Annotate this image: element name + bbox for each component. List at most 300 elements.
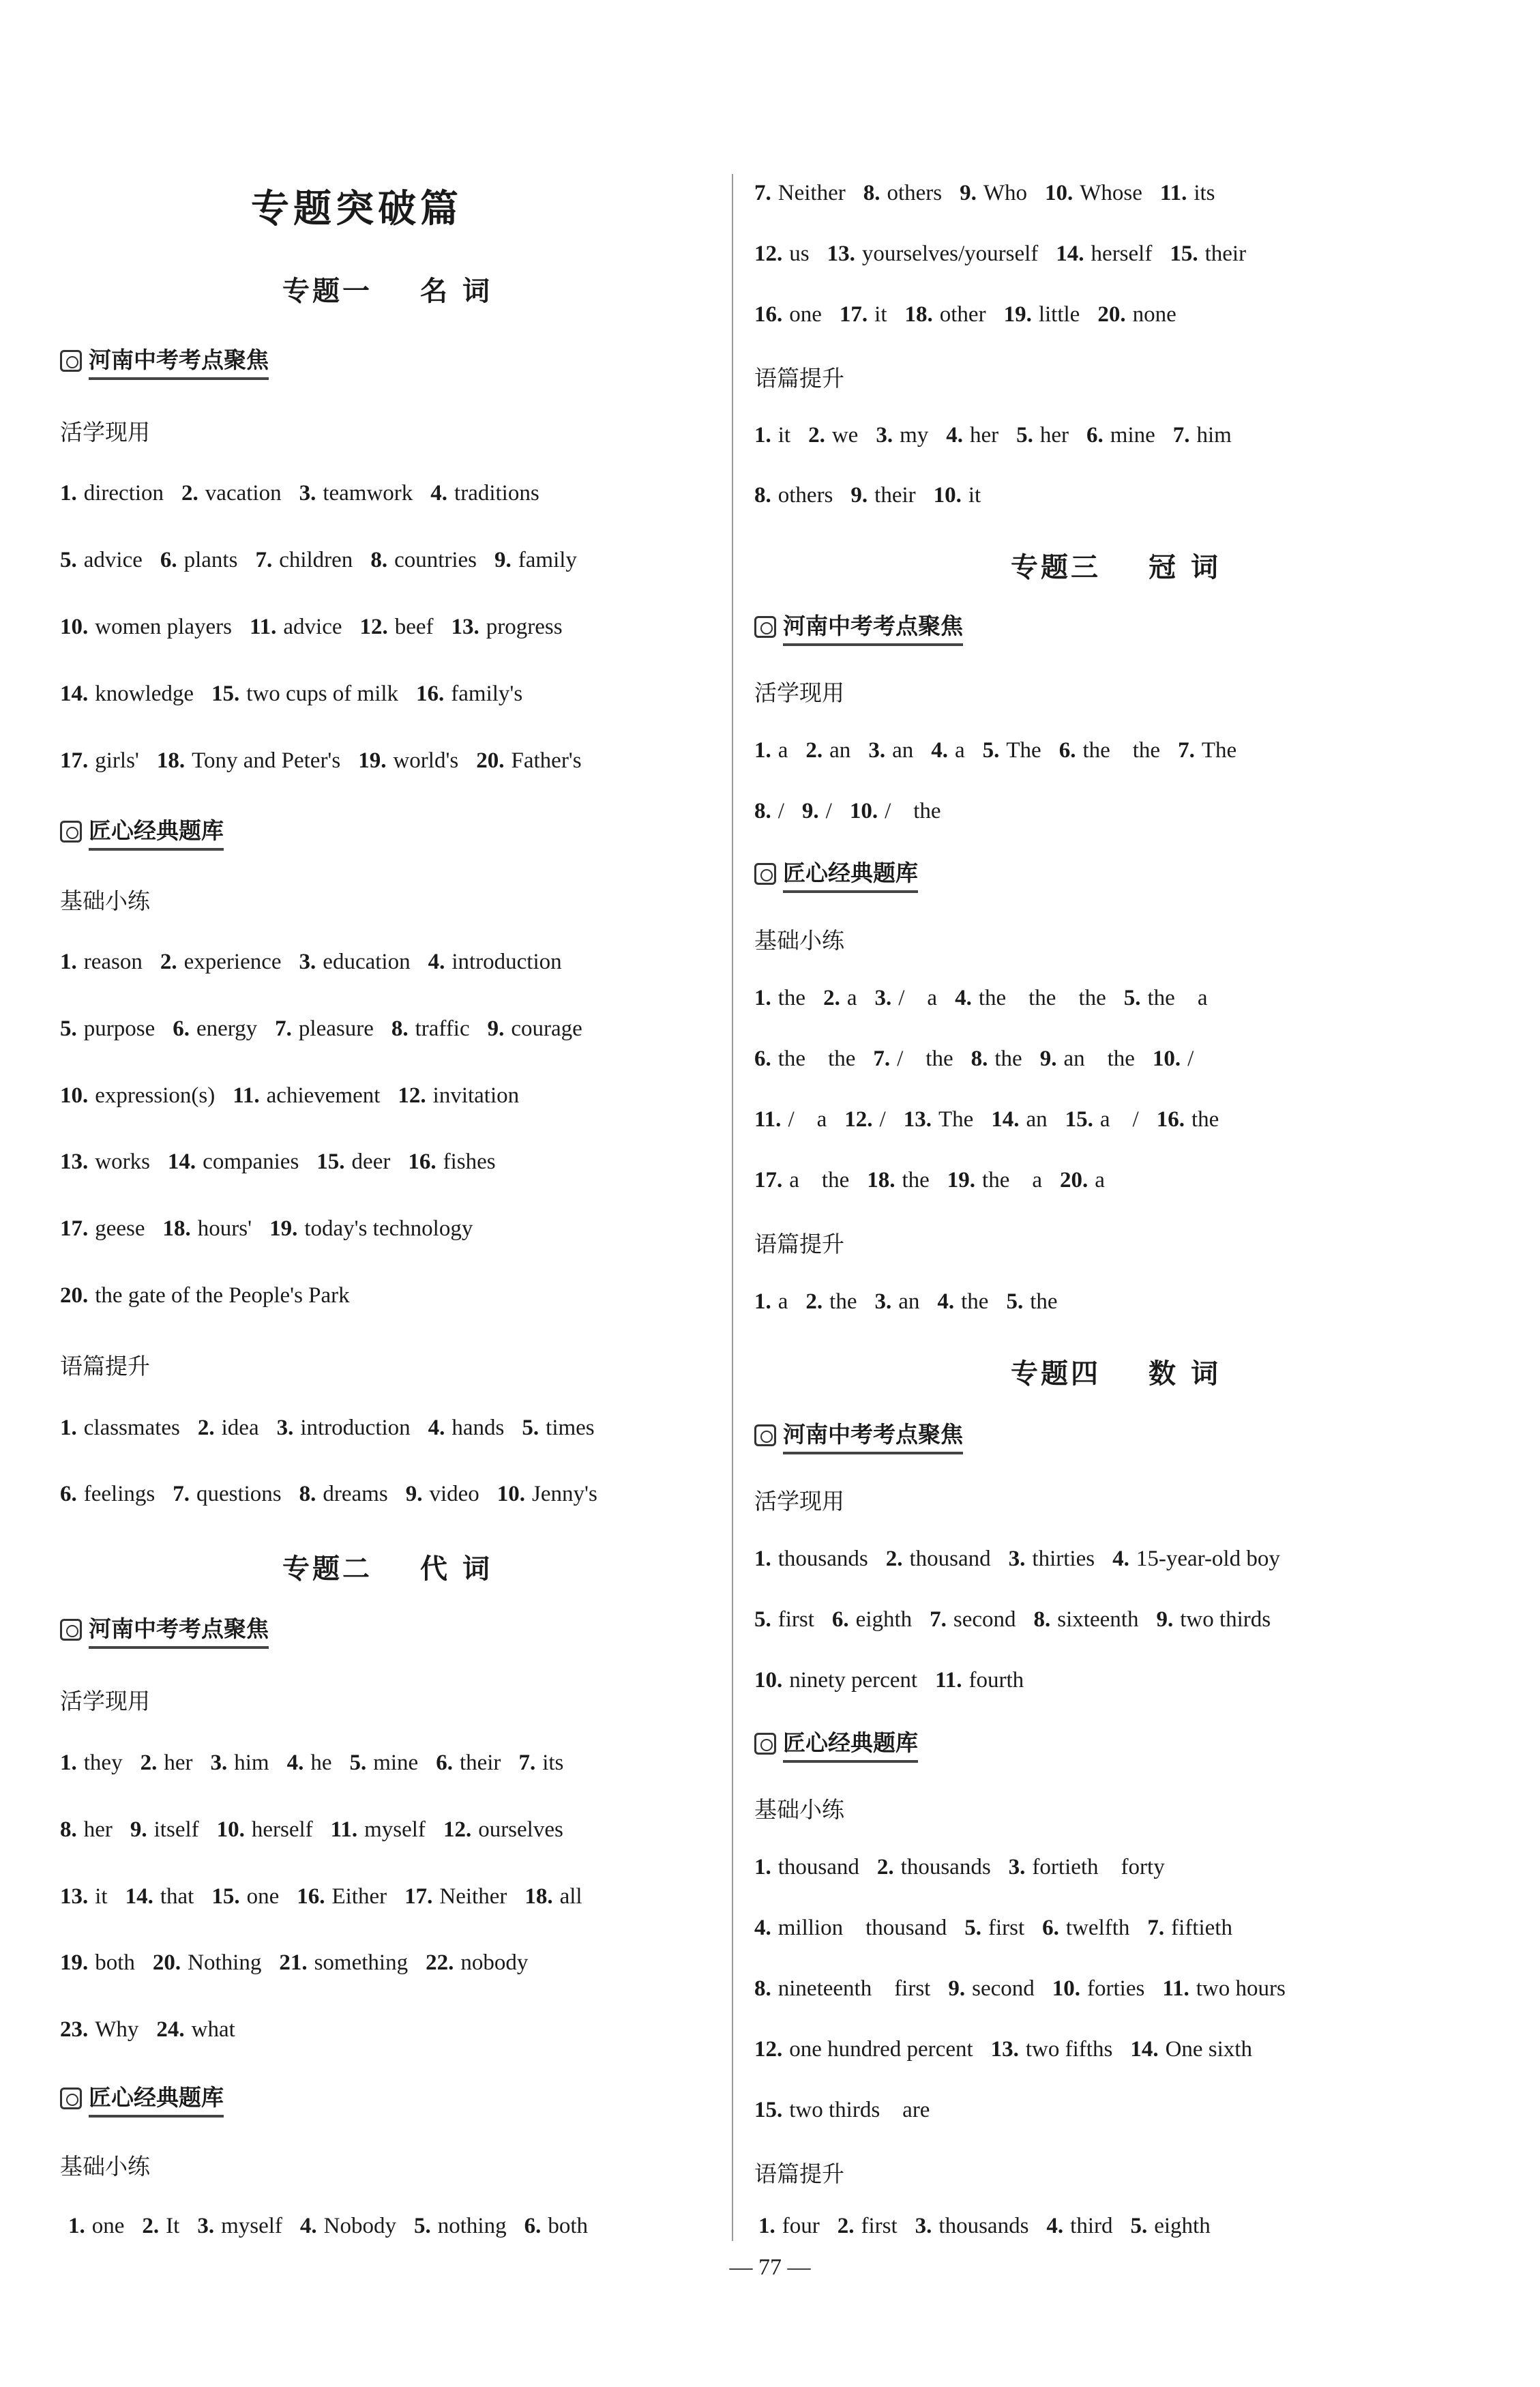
answer-item — [349, 1751, 418, 1775]
answer-item — [754, 1976, 930, 2001]
answer-text: an — [892, 738, 914, 763]
answer-number: 9. — [801, 799, 819, 823]
answer-text: an the — [1063, 1046, 1135, 1071]
section-badge-icon — [754, 863, 776, 885]
answer-text: the — [902, 1168, 930, 1192]
answer-item — [299, 481, 413, 506]
t3-basic-label: 基础小练 — [754, 927, 844, 954]
answer-item — [867, 1168, 930, 1192]
answer-number: 7. — [754, 181, 771, 205]
answer-number: 16. — [408, 1149, 436, 1174]
answer-item — [754, 1289, 788, 1314]
answer-item — [844, 1107, 885, 1132]
answer-text: knowledge — [95, 682, 194, 706]
answer-text: invitation — [432, 1083, 520, 1108]
answer-number: 2. — [837, 2214, 855, 2238]
answer-text: their — [1204, 241, 1247, 266]
answer-text: the the — [778, 1046, 856, 1071]
answer-item — [287, 1751, 332, 1775]
answer-number: 20. — [152, 1950, 181, 1975]
answer-text: one — [91, 2214, 125, 2238]
answer-item — [1157, 1107, 1219, 1132]
answer-text: nobody — [460, 1950, 529, 1975]
answer-item — [160, 950, 282, 974]
answer-text: the gate of the People's Park — [95, 1283, 350, 1308]
answer-text: works — [95, 1149, 150, 1174]
answer-text: he — [310, 1751, 332, 1775]
answer-number: 18. — [524, 1884, 553, 1909]
answer-item — [850, 799, 941, 823]
answer-number: 2. — [885, 1547, 903, 1571]
answer-item — [451, 615, 563, 639]
answer-text: It — [166, 2214, 180, 2238]
answer-text: third — [1070, 2214, 1113, 2238]
answer-item — [874, 1289, 919, 1314]
answer-number: 11. — [1162, 1976, 1189, 2001]
answer-text: energy — [196, 1016, 258, 1041]
answer-text: twelfth — [1065, 1916, 1130, 1940]
answer-item — [140, 1751, 193, 1775]
answer-item — [297, 1884, 387, 1909]
answer-text: a — [778, 738, 788, 763]
answer-text: hours' — [197, 1216, 252, 1241]
answer-line — [754, 1976, 1477, 2002]
answer-line — [754, 1289, 1477, 1315]
answer-item — [754, 1855, 859, 1879]
answer-number: 10. — [60, 615, 89, 639]
answer-number: 3. — [197, 2214, 215, 2238]
answer-text: traditions — [454, 481, 539, 506]
answer-line — [754, 1547, 1477, 1572]
answer-item — [60, 748, 139, 773]
answer-item — [991, 1107, 1047, 1132]
answer-item — [1009, 1547, 1095, 1571]
answer-item — [1173, 423, 1232, 448]
answer-text: Why — [95, 2017, 139, 2042]
answer-text: an — [898, 1289, 920, 1314]
answer-number: 6. — [1086, 423, 1104, 448]
answer-number: 9. — [960, 181, 977, 205]
answer-item — [1060, 1168, 1105, 1192]
answer-number: 4. — [1046, 2214, 1064, 2238]
answer-text: / — [879, 1107, 886, 1132]
answer-number: 1. — [60, 950, 77, 974]
answer-number: 1. — [68, 2214, 85, 2238]
answer-item — [197, 2214, 282, 2238]
answer-item — [153, 1950, 261, 1975]
t3-bank-section — [754, 858, 1477, 890]
answer-item — [60, 1016, 155, 1041]
answer-item — [754, 483, 833, 508]
answer-text: progress — [486, 615, 563, 639]
answer-item — [524, 2214, 588, 2238]
answer-item — [754, 1547, 868, 1571]
answer-line — [754, 986, 1477, 1011]
answer-number: 17. — [60, 748, 89, 773]
answer-number: 21. — [279, 1950, 308, 1975]
answer-number: 2. — [805, 1289, 823, 1314]
answer-text: fishes — [443, 1149, 496, 1174]
answer-number: 1. — [754, 1547, 771, 1571]
answer-line — [60, 1482, 715, 1507]
answer-item — [360, 615, 434, 639]
answer-item — [754, 2098, 930, 2122]
section-label: 匠心经典题库 — [783, 855, 918, 893]
answer-number: 20. — [60, 1283, 89, 1308]
answer-number: 17. — [839, 302, 868, 327]
answer-number: 2. — [160, 950, 177, 974]
answer-number: 1. — [754, 738, 771, 763]
answer-text: world's — [393, 748, 459, 773]
answer-item — [934, 483, 981, 508]
answer-text: teamwork — [323, 481, 413, 506]
answer-text: countries — [394, 548, 477, 572]
answer-text: an — [1026, 1107, 1048, 1132]
answer-line — [68, 2214, 723, 2239]
t2-bank-section — [60, 2082, 715, 2115]
answer-item — [1170, 241, 1246, 266]
answer-text: what — [191, 2017, 235, 2042]
answer-number: 15. — [1065, 1107, 1093, 1132]
answer-number: 1. — [754, 986, 771, 1010]
answer-text: purpose — [83, 1016, 156, 1041]
answer-number: 9. — [1039, 1046, 1057, 1071]
answer-number: 3. — [874, 1289, 892, 1314]
answer-line — [754, 1916, 1477, 1941]
answer-number: 1. — [758, 2214, 775, 2238]
answer-number: 10. — [1045, 181, 1073, 205]
answer-number: 6. — [173, 1016, 190, 1041]
answer-text: today's technology — [304, 1216, 473, 1241]
answer-number: 13. — [827, 241, 855, 266]
answer-item — [436, 1751, 501, 1775]
answer-text: ourselves — [478, 1817, 563, 1842]
topic-3-title: 冠 词 — [1149, 552, 1221, 583]
answer-item — [524, 1884, 582, 1909]
answer-text: reason — [83, 950, 143, 974]
answer-number: 8. — [299, 1482, 316, 1506]
answer-text: the — [994, 1046, 1022, 1071]
answer-number: 11. — [935, 1668, 962, 1693]
answer-text: my — [900, 423, 929, 448]
answer-text: her — [164, 1751, 193, 1775]
answer-line — [60, 2017, 715, 2042]
t4-bank-section — [754, 1727, 1477, 1760]
answer-text: The — [1201, 738, 1237, 763]
answer-number: 6. — [754, 1046, 771, 1071]
answer-line — [754, 2098, 1477, 2123]
t1-apply-label: 活学现用 — [60, 419, 150, 445]
answer-line — [60, 682, 715, 707]
answer-text: one — [789, 302, 822, 327]
section-label: 匠心经典题库 — [783, 1725, 918, 1763]
answer-text: him — [1196, 423, 1232, 448]
answer-item — [125, 1884, 194, 1909]
answer-item — [391, 1016, 470, 1041]
answer-number: 10. — [1052, 1976, 1080, 2001]
answer-number: 9. — [487, 1016, 505, 1041]
answer-item — [211, 682, 398, 706]
answer-item — [931, 738, 964, 763]
answer-item — [414, 2214, 507, 2238]
answer-text: two fifths — [1025, 2037, 1113, 2062]
answer-text: eighth — [1154, 2214, 1211, 2238]
answer-number: 12. — [844, 1107, 873, 1132]
section-badge-icon — [60, 821, 82, 843]
answer-item — [428, 1416, 505, 1440]
answer-item — [754, 302, 822, 327]
answer-number: 20. — [1097, 302, 1126, 327]
answer-item — [823, 986, 857, 1010]
answer-number: 11. — [754, 1107, 782, 1132]
answer-text: myself — [221, 2214, 282, 2238]
answer-line — [754, 2037, 1477, 2062]
topic-2-number: 专题二 — [282, 1553, 373, 1585]
section-label: 匠心经典题库 — [89, 2080, 224, 2118]
answer-item — [358, 748, 458, 773]
answer-item — [168, 1149, 299, 1174]
answer-item — [876, 423, 928, 448]
answer-text: the — [829, 1289, 857, 1314]
answer-text: two thirds are — [789, 2098, 930, 2122]
answer-item — [269, 1216, 473, 1241]
answer-number: 17. — [404, 1884, 433, 1909]
answer-text: myself — [364, 1817, 426, 1842]
answer-number: 16. — [416, 682, 445, 706]
answer-number: 4. — [937, 1289, 955, 1314]
answer-item — [68, 2214, 124, 2238]
answer-number: 4. — [430, 481, 448, 506]
answer-item — [1153, 1046, 1194, 1071]
answer-text: / a — [898, 986, 938, 1010]
answer-number: 2. — [823, 986, 840, 1010]
answer-text: mine — [373, 1751, 419, 1775]
answer-text: an — [829, 738, 851, 763]
answer-text: the a — [1147, 986, 1208, 1010]
section-badge-icon — [754, 616, 776, 638]
answer-item — [1124, 986, 1208, 1010]
answer-text: education — [323, 950, 411, 974]
answer-text: the — [961, 1289, 989, 1314]
answer-number: 7. — [173, 1482, 190, 1506]
answer-item — [1130, 2214, 1210, 2238]
answer-text: thousands — [938, 2214, 1029, 2238]
answer-text: thousands — [900, 1855, 991, 1879]
answer-item — [60, 1149, 150, 1174]
answer-item — [426, 1950, 528, 1975]
topic-1-number: 专题一 — [282, 276, 373, 307]
answer-number: 1. — [754, 423, 771, 448]
answer-number: 13. — [60, 1884, 89, 1909]
topic-2-title: 代 词 — [420, 1553, 492, 1585]
answer-item — [754, 423, 790, 448]
answer-number: 1. — [60, 1416, 77, 1440]
answer-text: nothing — [437, 2214, 507, 2238]
answer-text: ninety percent — [789, 1668, 918, 1693]
answer-item — [443, 1817, 563, 1842]
answer-number: 16. — [297, 1884, 325, 1909]
answer-number: 19. — [947, 1168, 976, 1192]
answer-item — [1006, 1289, 1057, 1314]
answer-text: thousand — [909, 1547, 991, 1571]
answer-number: 5. — [1130, 2214, 1148, 2238]
answer-item — [1086, 423, 1155, 448]
answer-number: 7. — [930, 1607, 947, 1632]
answer-text: / — [1187, 1046, 1194, 1071]
answer-number: 1. — [754, 1289, 771, 1314]
t4-passage-label: 语篇提升 — [754, 2161, 844, 2187]
answer-item — [935, 1668, 1024, 1693]
answer-item — [937, 1289, 988, 1314]
answer-item — [754, 1046, 855, 1071]
answer-text: eighth — [855, 1607, 913, 1632]
answer-item — [1052, 1976, 1145, 2001]
answer-number: 3. — [276, 1416, 294, 1440]
answer-item — [1042, 1916, 1129, 1940]
answer-number: 3. — [210, 1751, 228, 1775]
answer-number: 4. — [946, 423, 963, 448]
answer-number: 14. — [1130, 2037, 1159, 2062]
answer-text: beef — [394, 615, 434, 639]
topic-1-heading — [60, 269, 715, 308]
t2-apply-label: 活学现用 — [60, 1688, 150, 1714]
topic-2-heading — [60, 1547, 715, 1586]
answer-number: 12. — [443, 1817, 472, 1842]
answer-line — [60, 1216, 715, 1242]
answer-text: introduction — [451, 950, 562, 974]
answer-item — [1045, 181, 1142, 205]
answer-text: the the the — [978, 986, 1106, 1010]
answer-number: 3. — [1008, 1547, 1026, 1571]
answer-text: idea — [221, 1416, 259, 1440]
answer-text: herself — [1091, 241, 1153, 266]
answer-text: The — [938, 1107, 974, 1132]
answer-item — [130, 1817, 199, 1842]
answer-text: it — [968, 483, 981, 508]
answer-number: 6. — [436, 1751, 453, 1775]
answer-number: 16. — [754, 302, 783, 327]
answer-item — [754, 2037, 973, 2062]
answer-text: Nobody — [323, 2214, 396, 2238]
answer-item — [60, 615, 232, 639]
answer-item — [142, 2214, 179, 2238]
answer-item — [60, 1482, 155, 1506]
part-title: 专题突破篇 — [251, 187, 462, 231]
answer-text: its — [1194, 181, 1215, 205]
answer-line — [60, 1083, 715, 1109]
answer-number: 11. — [249, 615, 277, 639]
answer-item — [1178, 738, 1237, 763]
answer-number: 9. — [130, 1817, 147, 1842]
answer-text: advice — [283, 615, 342, 639]
answer-number: 10. — [754, 1668, 783, 1693]
answer-number: 15. — [316, 1149, 345, 1174]
answer-text: Whose — [1080, 181, 1142, 205]
answer-item — [1160, 181, 1215, 205]
answer-item — [497, 1482, 597, 1506]
answer-text: first — [988, 1916, 1025, 1940]
answer-item — [930, 1607, 1016, 1632]
answer-number: 4. — [428, 1416, 445, 1440]
answer-line — [754, 181, 1477, 206]
answer-text: hands — [451, 1416, 505, 1440]
answer-number: 8. — [1033, 1607, 1051, 1632]
answer-number: 7. — [275, 1016, 292, 1041]
answer-item — [428, 950, 562, 974]
answer-text: Father's — [511, 748, 582, 773]
answer-text: the — [1030, 1289, 1058, 1314]
answer-number: 5. — [964, 1916, 981, 1940]
answer-number: 19. — [269, 1216, 298, 1241]
answer-text: family's — [451, 682, 523, 706]
answer-text: fiftieth — [1171, 1916, 1232, 1940]
answer-item — [1130, 2037, 1252, 2062]
answer-number: 5. — [1016, 423, 1033, 448]
answer-number: 7. — [873, 1046, 891, 1071]
answer-number: 3. — [874, 986, 892, 1010]
answer-number: 6. — [160, 548, 177, 572]
answer-text: / — [778, 799, 784, 823]
section-label: 河南中考考点聚焦 — [89, 1611, 269, 1649]
t1-basic-label: 基础小练 — [60, 888, 150, 914]
answer-text: deer — [351, 1149, 391, 1174]
answer-line — [60, 1817, 715, 1843]
answer-item — [827, 241, 1039, 266]
answer-number: 10. — [849, 799, 878, 823]
answer-text: itself — [153, 1817, 199, 1842]
answer-line — [60, 1283, 715, 1308]
answer-number: 10. — [1152, 1046, 1181, 1071]
answer-item — [991, 2037, 1113, 2062]
section-label: 河南中考考点聚焦 — [783, 1417, 963, 1454]
answer-line — [60, 1950, 715, 1976]
answer-item — [518, 1751, 563, 1775]
answer-item — [277, 1416, 411, 1440]
answer-number: 3. — [915, 2214, 932, 2238]
answer-text: million thousand — [778, 1916, 947, 1940]
answer-number: 11. — [1159, 181, 1187, 205]
answer-text: Either — [331, 1884, 387, 1909]
answer-item — [754, 1607, 814, 1632]
answer-number: 5. — [754, 1607, 771, 1632]
answer-item — [60, 1817, 113, 1842]
answer-number: 14. — [1056, 241, 1084, 266]
answer-item — [754, 181, 846, 205]
answer-number: 7. — [1178, 738, 1195, 763]
answer-item — [955, 986, 1106, 1010]
answer-text: geese — [95, 1216, 145, 1241]
answer-number: 3. — [876, 423, 893, 448]
answer-number: 8. — [754, 1976, 771, 2001]
answer-text: a — [778, 1289, 788, 1314]
answer-text: others — [887, 181, 943, 205]
answer-number: 2. — [805, 738, 823, 763]
answer-item — [877, 1855, 991, 1879]
answer-number: 4. — [428, 950, 445, 974]
answer-text: a / — [1099, 1107, 1139, 1132]
answer-text: that — [160, 1884, 194, 1909]
answer-number: 17. — [60, 1216, 89, 1241]
answer-item — [873, 1046, 953, 1071]
answer-item — [1112, 1547, 1280, 1571]
answer-number: 19. — [358, 748, 387, 773]
answer-text: other — [939, 302, 986, 327]
answer-text: advice — [83, 548, 143, 572]
answer-number: 10. — [216, 1817, 245, 1842]
answer-number: 17. — [754, 1168, 783, 1192]
answer-item — [754, 1668, 917, 1693]
answer-text: the a — [982, 1168, 1043, 1192]
